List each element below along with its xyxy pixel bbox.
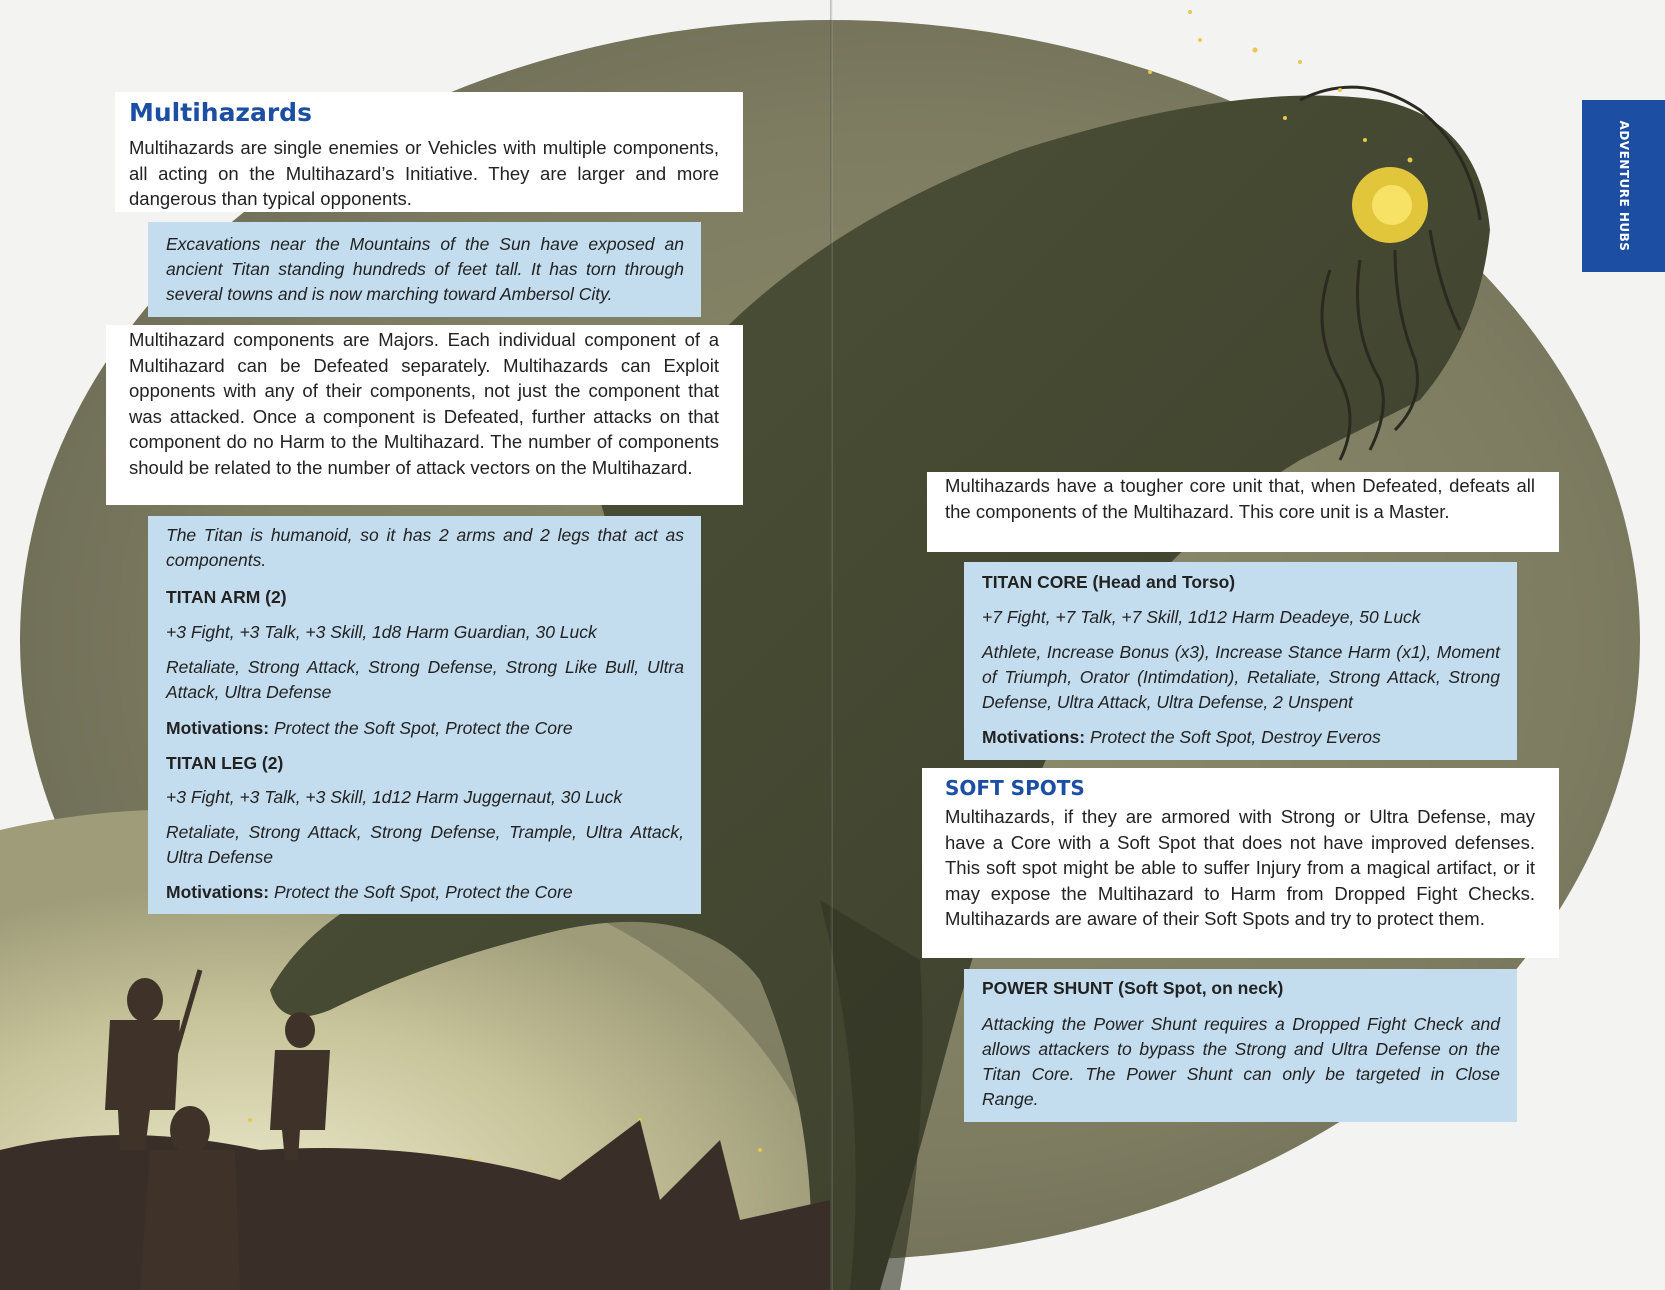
titan-core-motivations: Motivations: Protect the Soft Spot, Destroy Everos (982, 727, 1381, 747)
intro-paragraph: Multihazards are single enemies or Vehicles with multiple components, all acting on the Multihazard’s Initiative. They are larger and more dangerous than typical opponents. (129, 137, 719, 209)
soft-spots-paragraph: Multihazards, if they are armored with Strong or Ultra Defense, may have a Core with a Soft Spot that does not have improved defenses. This soft spot might be able to suffer Injury from a magical artifact, or it may expose the Multihazard to Harm from Dropped Fight Checks. Multihazards are aware of their Soft Spots and try to protect them. (945, 806, 1535, 929)
titan-leg-stats: +3 Fight, +3 Talk, +3 Skill, 1d12 Harm Juggernaut, 30 Luck (166, 787, 623, 807)
titan-arm-traits: Retaliate, Strong Attack, Strong Defense, Strong Like Bull, Ultra Attack, Ultra Defense (166, 657, 684, 702)
page-title: Multihazards (129, 98, 312, 127)
titan-leg-motivations: Motivations: Protect the Soft Spot, Protect the Core (166, 882, 573, 902)
titan-core-stats: +7 Fight, +7 Talk, +7 Skill, 1d12 Harm Deadeye, 50 Luck (982, 607, 1421, 627)
chapter-tab-label: ADVENTURE HUBS (1616, 120, 1631, 252)
chapter-tab[interactable] (1582, 100, 1665, 272)
soft-spots-heading: SOFT SPOTS (945, 776, 1085, 800)
titan-core-name: TITAN CORE (Head and Torso) (982, 572, 1236, 592)
power-shunt-text: Attacking the Power Shunt requires a Dropped Fight Check and allows attackers to bypass the Strong and Ultra Defense on the Titan Core. The Power Shunt can only be targeted in Close Range. (982, 1014, 1500, 1109)
core-paragraph: Multihazards have a tougher core unit that, when Defeated, defeats all the components of the Multihazard. This core unit is a Master. (945, 475, 1535, 522)
titan-limbs-intro: The Titan is humanoid, so it has 2 arms and 2 legs that act as components. (166, 525, 684, 570)
titan-leg-name: TITAN LEG (2) (166, 753, 284, 773)
titan-core-traits: Athlete, Increase Bonus (x3), Increase Stance Harm (x1), Moment of Triumph, Orator (Intimdation), Retaliate, Strong Attack, Strong Defense, Ultra Attack, Ultra Defense, 2 Unspent (982, 642, 1500, 712)
titan-leg-traits: Retaliate, Strong Attack, Strong Defense, Trample, Ultra Attack, Ultra Defense (166, 822, 684, 867)
power-shunt-name: POWER SHUNT (Soft Spot, on neck) (982, 978, 1284, 998)
titan-arm-motivations: Motivations: Protect the Soft Spot, Protect the Core (166, 718, 573, 738)
components-paragraph: Multihazard components are Majors. Each individual component of a Multihazard can be Defeated separately. Multihazards can Exploit opponents with any of their components, not just the component that was attacked. Once a component is Defeated, further attacks on that component do no Harm to the Multihazard. The number of components should be related to the number of attack vectors on the Multihazard. (129, 329, 719, 478)
book-gutter (830, 0, 833, 1290)
titan-arm-stats: +3 Fight, +3 Talk, +3 Skill, 1d8 Harm Guardian, 30 Luck (166, 622, 597, 642)
example-text-titan: Excavations near the Mountains of the Sun have exposed an ancient Titan standing hundreds of feet tall. It has torn through several towns and is now marching toward Ambersol City. (166, 234, 684, 304)
titan-arm-name: TITAN ARM (2) (166, 587, 287, 607)
